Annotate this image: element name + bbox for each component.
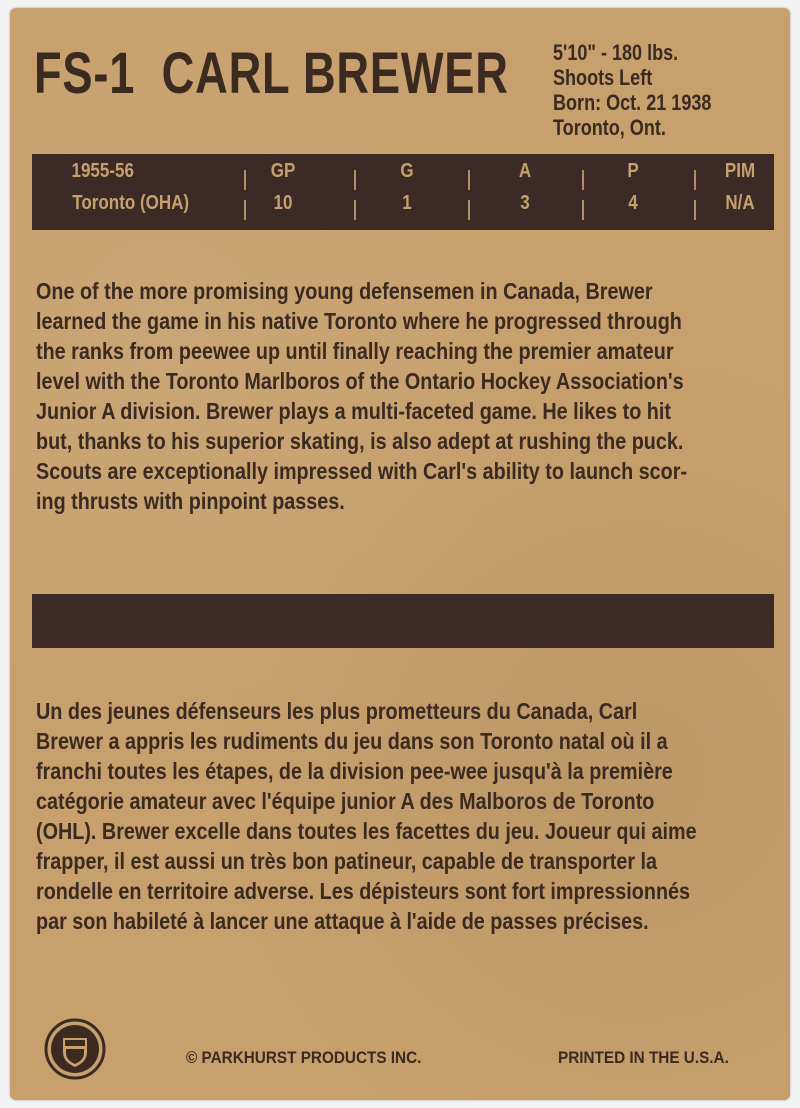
divider-band bbox=[32, 594, 774, 648]
text-line: but, thanks to his superior skating, is also adept at rushing the puck. bbox=[36, 428, 684, 454]
stats-value-row bbox=[32, 192, 774, 226]
text-line: Junior A division. Brewer plays a multi-faceted game. He likes to hit bbox=[36, 398, 671, 424]
text-line: rondelle en territoire adverse. Les dépisteurs sont fort impressionnés bbox=[36, 878, 691, 904]
team-label: Toronto (OHA) bbox=[72, 192, 190, 214]
column-divider bbox=[468, 170, 470, 220]
stats-table bbox=[32, 154, 774, 230]
card-title bbox=[34, 40, 509, 107]
text-line: ing thrusts with pinpoint passes. bbox=[36, 488, 345, 514]
height-weight: 5'10" - 180 lbs. bbox=[553, 40, 679, 65]
birth-date: Born: Oct. 21 1938 bbox=[553, 90, 712, 115]
french-biography bbox=[36, 696, 770, 936]
text-line: (OHL). Brewer excelle dans toutes les facettes du jeu. Joueur qui aime bbox=[36, 818, 697, 844]
text-line: par son habileté à lancer une attaque à l'aide de passes précises. bbox=[36, 908, 649, 934]
card-number: FS-1 bbox=[34, 41, 136, 106]
english-biography bbox=[36, 276, 770, 516]
stat-header: A bbox=[518, 160, 532, 182]
text-line: frapper, il est aussi un très bon patineur, capable de transporter la bbox=[36, 848, 658, 874]
column-divider bbox=[244, 170, 246, 220]
stat-header: PIM bbox=[724, 160, 756, 182]
text-line: learned the game in his native Toronto where he progressed through bbox=[36, 308, 682, 334]
copyright-text: © PARKHURST PRODUCTS INC. bbox=[186, 1048, 422, 1067]
stats-header-row bbox=[32, 160, 774, 194]
printed-in-text: PRINTED IN THE U.S.A. bbox=[558, 1048, 729, 1067]
stat-value: 1 bbox=[402, 192, 412, 214]
stat-header: P bbox=[627, 160, 639, 182]
column-divider bbox=[582, 170, 584, 220]
stat-value: 3 bbox=[520, 192, 530, 214]
text-line: franchi toutes les étapes, de la division pee-wee jusqu'à la première bbox=[36, 758, 673, 784]
text-line: Brewer a appris les rudiments du jeu dans son Toronto natal où il a bbox=[36, 728, 668, 754]
shoots: Shoots Left bbox=[553, 65, 653, 90]
season-label: 1955-56 bbox=[71, 160, 134, 182]
column-divider bbox=[694, 170, 696, 220]
stat-value: 4 bbox=[628, 192, 638, 214]
nhl-shield-icon bbox=[44, 1018, 106, 1080]
text-line: Scouts are exceptionally impressed with Carl's ability to launch scor- bbox=[36, 458, 688, 484]
player-bio bbox=[553, 40, 711, 140]
stat-header: G bbox=[400, 160, 414, 182]
text-line: One of the more promising young defensemen in Canada, Brewer bbox=[36, 278, 653, 304]
player-name: CARL BREWER bbox=[161, 41, 509, 106]
stat-header: GP bbox=[270, 160, 296, 182]
column-divider bbox=[354, 170, 356, 220]
birthplace: Toronto, Ont. bbox=[553, 115, 666, 140]
text-line: Un des jeunes défenseurs les plus prometteurs du Canada, Carl bbox=[36, 698, 638, 724]
text-line: catégorie amateur avec l'équipe junior A des Malboros de Toronto bbox=[36, 788, 655, 814]
stat-value: 10 bbox=[273, 192, 293, 214]
trading-card-back bbox=[10, 8, 790, 1100]
text-line: level with the Toronto Marlboros of the Ontario Hockey Association's bbox=[36, 368, 684, 394]
stat-value: N/A bbox=[725, 192, 755, 214]
text-line: the ranks from peewee up until finally reaching the premier amateur bbox=[36, 338, 674, 364]
